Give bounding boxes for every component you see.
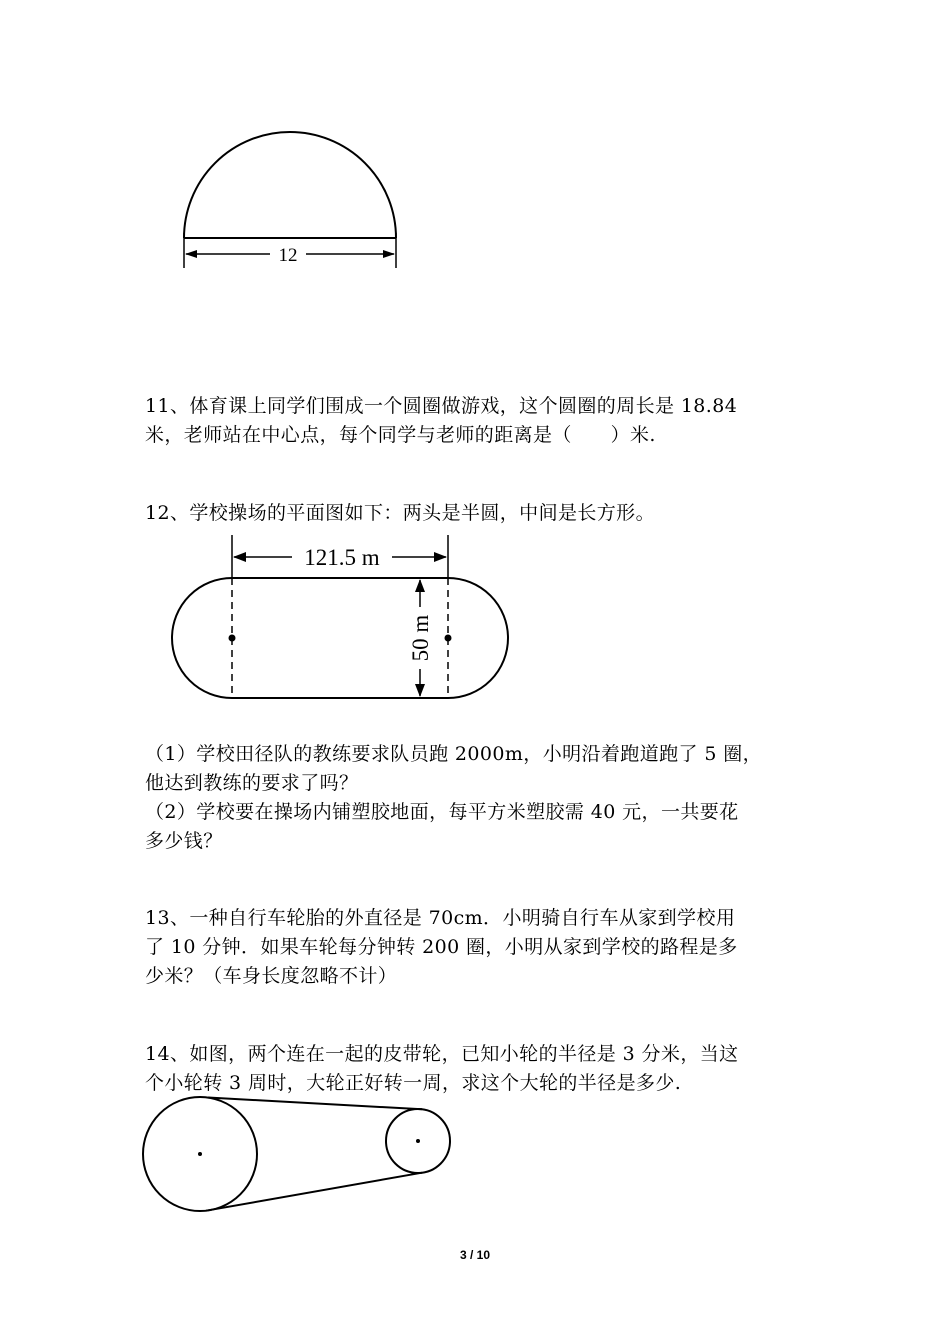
semicircle-diameter-label: 12 [278,245,298,266]
semicircle-figure [170,125,410,275]
question-12 [145,499,815,528]
q12-sub1-line: 他达到教练的要求了吗？ [145,772,359,794]
q12-sub2-line: 多少钱？ [145,830,223,852]
q11-line: 米，老师站在中心点，每个同学与老师的距离是（ ）米. [145,424,656,446]
large-pulley-center [198,1152,202,1156]
right-center-dot [445,635,452,642]
semicircle-arc [184,132,396,238]
question-13 [145,904,815,991]
question-14 [145,1040,815,1098]
belt-bottom [206,1173,422,1211]
q14-line: 个小轮转 3 周时，大轮正好转一周，求这个大轮的半径是多少. [145,1072,682,1094]
track-length-label: 121.5 m [304,545,380,570]
track-figure [160,535,520,710]
q11-line: 11、体育课上同学们围成一个圆圈做游戏，这个圆圈的周长是 18.84 [145,395,738,417]
belt-top [208,1098,422,1110]
q12-sub1-line: （1）学校田径队的教练要求队员跑 2000m，小明沿着跑道跑了 5 圈， [145,743,763,765]
page-number: 3 / 10 [459,1248,491,1262]
pulley-figure [140,1095,460,1220]
q12-sub2-line: （2）学校要在操场内铺塑胶地面，每平方米塑胶需 40 元，一共要花 [145,801,739,823]
q14-line: 14、如图，两个连在一起的皮带轮，已知小轮的半径是 3 分米，当这 [145,1043,739,1065]
left-center-dot [229,635,236,642]
q13-line: 少米？（车身长度忽略不计） [145,965,398,987]
track-outline [172,578,508,698]
small-pulley-center [416,1139,420,1143]
question-12-parts [145,740,815,856]
q12-line: 12、学校操场的平面图如下：两头是半圆，中间是长方形。 [145,502,655,524]
q13-line: 13、一种自行车轮胎的外直径是 70cm．小明骑自行车从家到学校用 [145,907,736,929]
question-11 [145,392,815,450]
track-width-label: 50 m [408,614,433,662]
q13-line: 了 10 分钟．如果车轮每分钟转 200 圈，小明从家到学校的路程是多 [145,936,738,958]
